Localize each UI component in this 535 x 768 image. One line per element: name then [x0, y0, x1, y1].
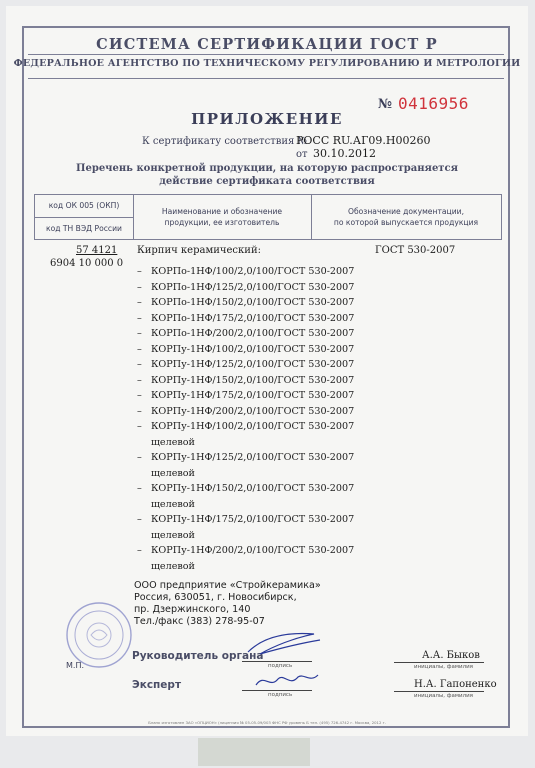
manufacturer-phone: Тел./факс (383) 278-95-07 [134, 616, 265, 627]
form-footer: Бланк изготовлен ЗАО «ОПЦИОН» (лицензия № 05-05-09/003 ФНС РФ уровень Б тел. (495) 726-4742 г. Москва, 2012 г. [148, 720, 386, 725]
standard-doc: ГОСТ 530-2007 [375, 245, 456, 256]
product-item: – КОРПо-1НФ/100/2,0/100/ГОСТ 530-2007 [137, 266, 355, 277]
manufacturer-street: пр. Дзержинского, 140 [134, 604, 251, 615]
product-item: – КОРПу-1НФ/125/2,0/100/ГОСТ 530-2007 [137, 452, 355, 463]
round-seal-stamp [64, 600, 134, 670]
expert-sign-caption: подпись [268, 692, 293, 698]
product-item: – КОРПо-1НФ/150/2,0/100/ГОСТ 530-2007 [137, 297, 355, 308]
header-rule-bottom [28, 78, 504, 79]
product-item: – КОРПу-1НФ/100/2,0/100/ГОСТ 530-2007 [137, 343, 355, 355]
certificate-sheet [6, 6, 528, 736]
product-name: Кирпич керамический: [137, 245, 261, 256]
product-item: – КОРПу-1НФ/150/2,0/100/ГОСТ 530-2007 [137, 483, 355, 494]
system-title: СИСТЕМА СЕРТИФИКАЦИИ ГОСТ Р [96, 36, 438, 53]
form-number: 0416956 [398, 94, 469, 113]
tnved-code: 6904 10 000 0 [50, 258, 124, 269]
product-item: – КОРПу-1НФ/150/2,0/100/ГОСТ 530-2007 [137, 374, 355, 386]
product-item: – КОРПо-1НФ/125/2,0/100/ГОСТ 530-2007 [137, 281, 355, 293]
header-okp: код ОК 005 (ОКП) [48, 201, 120, 210]
number-label: № [378, 97, 393, 112]
agency-title: ФЕДЕРАЛЬНОЕ АГЕНТСТВО ПО ТЕХНИЧЕСКОМУ РЕГУЛИРОВАНИЮ И МЕТРОЛОГИИ [13, 58, 521, 69]
product-item: – КОРПу-1НФ/125/2,0/100/ГОСТ 530-2007 [137, 359, 355, 370]
expert-name-caption: инициалы, фамилия [414, 693, 473, 699]
table-header [34, 194, 502, 240]
product-item-suffix: щелевой [151, 467, 195, 479]
header-rule-top [28, 54, 504, 55]
certificate-date: 30.10.2012 [313, 147, 376, 160]
manufacturer-name: ООО предприятие «Стройкерамика» [134, 580, 321, 591]
head-signature [244, 628, 324, 660]
header-name-line-2: продукции, ее изготовитель [164, 218, 280, 227]
list-title-line-2: действие сертификата соответствия [159, 176, 375, 187]
list-title-line-1: Перечень конкретной продукции, на которую распространяется [76, 163, 458, 174]
expert-name-line [394, 691, 484, 692]
certificate-number: РОСС RU.АГ09.Н00260 [296, 134, 431, 147]
head-name-caption: инициалы, фамилия [414, 664, 473, 670]
page-title: ПРИЛОЖЕНИЕ [191, 110, 343, 128]
manufacturer-block [134, 580, 321, 628]
head-name-line [394, 662, 484, 663]
product-item: – КОРПо-1НФ/200/2,0/100/ГОСТ 530-2007 [137, 328, 355, 339]
product-item-suffix: щелевой [151, 498, 195, 510]
product-item: – КОРПу-1НФ/175/2,0/100/ГОСТ 530-2007 [137, 514, 355, 525]
table-divider [35, 217, 133, 218]
header-name-line-1: Наименование и обозначение [161, 207, 283, 216]
date-label: от [296, 149, 308, 160]
product-item: – КОРПо-1НФ/175/2,0/100/ГОСТ 530-2007 [137, 312, 355, 324]
product-item-suffix: щелевой [151, 560, 195, 572]
header-docs-line-1: Обозначение документации, [348, 207, 464, 216]
certificate-label: К сертификату соответствия № [142, 136, 307, 147]
product-item: – КОРПу-1НФ/175/2,0/100/ГОСТ 530-2007 [137, 390, 355, 401]
product-item-suffix: щелевой [151, 529, 195, 541]
head-name: А.А. Быков [422, 650, 480, 661]
product-item: – КОРПу-1НФ/200/2,0/100/ГОСТ 530-2007 [137, 545, 355, 556]
head-label: Руководитель органа [132, 650, 264, 662]
expert-label: Эксперт [132, 679, 182, 691]
seal-place-label: М.П. [66, 661, 85, 670]
product-item: – КОРПу-1НФ/100/2,0/100/ГОСТ 530-2007 [137, 421, 355, 432]
header-docs-line-2: по которой выпускается продукция [333, 218, 479, 227]
expert-sign-line [242, 690, 312, 691]
okp-code: 57 4121 [76, 245, 118, 256]
head-sign-caption: подпись [268, 663, 293, 669]
head-sign-line [242, 661, 312, 662]
expert-name: Н.А. Гапоненко [414, 679, 497, 690]
background-strip [198, 738, 310, 766]
product-item: – КОРПу-1НФ/200/2,0/100/ГОСТ 530-2007 [137, 405, 355, 417]
product-list [137, 264, 357, 574]
product-item-suffix: щелевой [151, 436, 195, 448]
manufacturer-address: Россия, 630051, г. Новосибирск, [134, 592, 297, 603]
header-tnved: код ТН ВЭД России [46, 224, 122, 233]
